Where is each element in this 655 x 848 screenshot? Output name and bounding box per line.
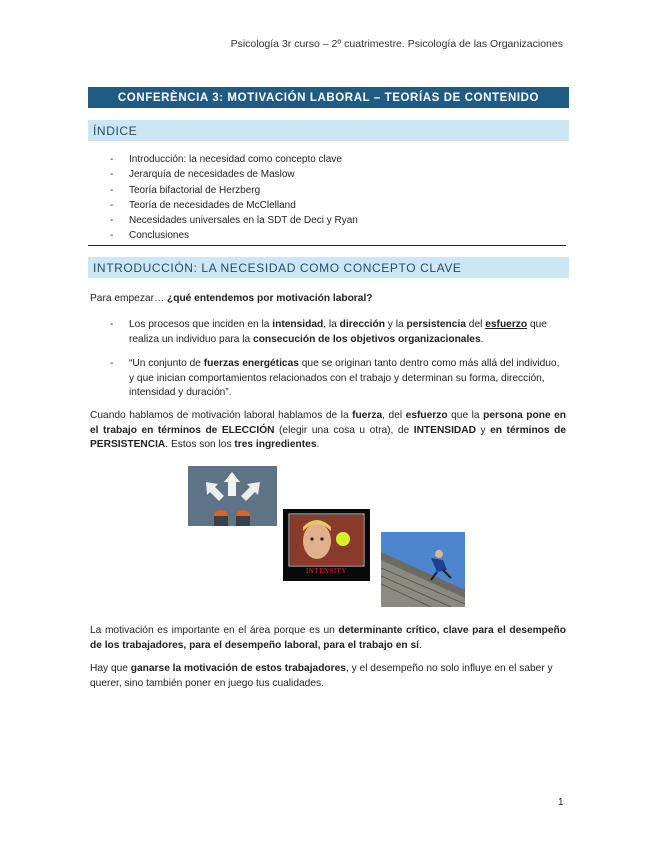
- toc-item: - Teoría bifactorial de Herzberg: [110, 183, 358, 198]
- three-ingredients-paragraph: Cuando hablamos de motivación laboral hablamos de la fuerza, del esfuerzo que la persona pone en el trabajo en términos de ELECCIÓN (elegir una cosa u otra), de INTENSIDAD y en términos de PERSISTENCIA. Estos son los tres ingredientes.: [90, 410, 567, 450]
- intro-question: Para empezar… ¿qué entendemos por motivación laboral?: [90, 293, 373, 304]
- definition-bullet-2: - “Un conjunto de fuerzas energéticas que se originan tanto dentro como más allá del individuo, y que inician comportamientos relacionados con el trabajo y determinan su forma, dirección, intensidad y duración”.: [110, 357, 566, 401]
- persistence-stairs-image: [381, 532, 465, 607]
- document-title-bar: CONFERÈNCIA 3: MOTIVACIÓN LABORAL – TEORÍAS DE CONTENIDO: [88, 87, 569, 108]
- divider-line: [88, 245, 566, 246]
- arrows-icon: [188, 466, 277, 526]
- index-heading: ÍNDICE: [88, 120, 569, 141]
- table-of-contents: [110, 152, 358, 244]
- toc-item: - Introducción: la necesidad como concepto clave: [110, 152, 358, 167]
- page-number: 1: [558, 797, 564, 808]
- intro-heading: INTRODUCCIÓN: LA NECESIDAD COMO CONCEPTO CLAVE: [88, 257, 569, 278]
- intensity-caption: INTENSITY: [305, 567, 348, 575]
- toc-item: - Necesidades universales en la SDT de Deci y Ryan: [110, 213, 358, 228]
- toc-item: - Teoría de necesidades de McClelland: [110, 198, 358, 213]
- intensity-poster-image: [283, 509, 370, 581]
- definition-bullet-1: - Los procesos que inciden en la intensidad, la dirección y la persistencia del esfuerzo que realiza un individuo para la consecución de los objetivos organizacionales.: [110, 318, 566, 347]
- toc-item: - Jerarquía de necesidades de Maslow: [110, 167, 358, 182]
- choice-arrows-image: [188, 466, 277, 526]
- importance-paragraph: La motivación es importante en el área porque es un determinante crítico, clave para el desempeño de los trabajadores, para el desempeño laboral, para el trabajo en sí.: [90, 625, 567, 651]
- toc-item: - Conclusiones: [110, 228, 358, 243]
- earn-motivation-paragraph: Hay que ganarse la motivación de estos trabajadores, y el desempeño no solo influye en el saber y querer, sino también poner en juego tus cualidades.: [90, 663, 553, 689]
- stairs-runner-icon: [381, 532, 465, 607]
- page-header: Psicología 3r curso – 2º cuatrimestre. Psicología de las Organizaciones: [230, 38, 563, 50]
